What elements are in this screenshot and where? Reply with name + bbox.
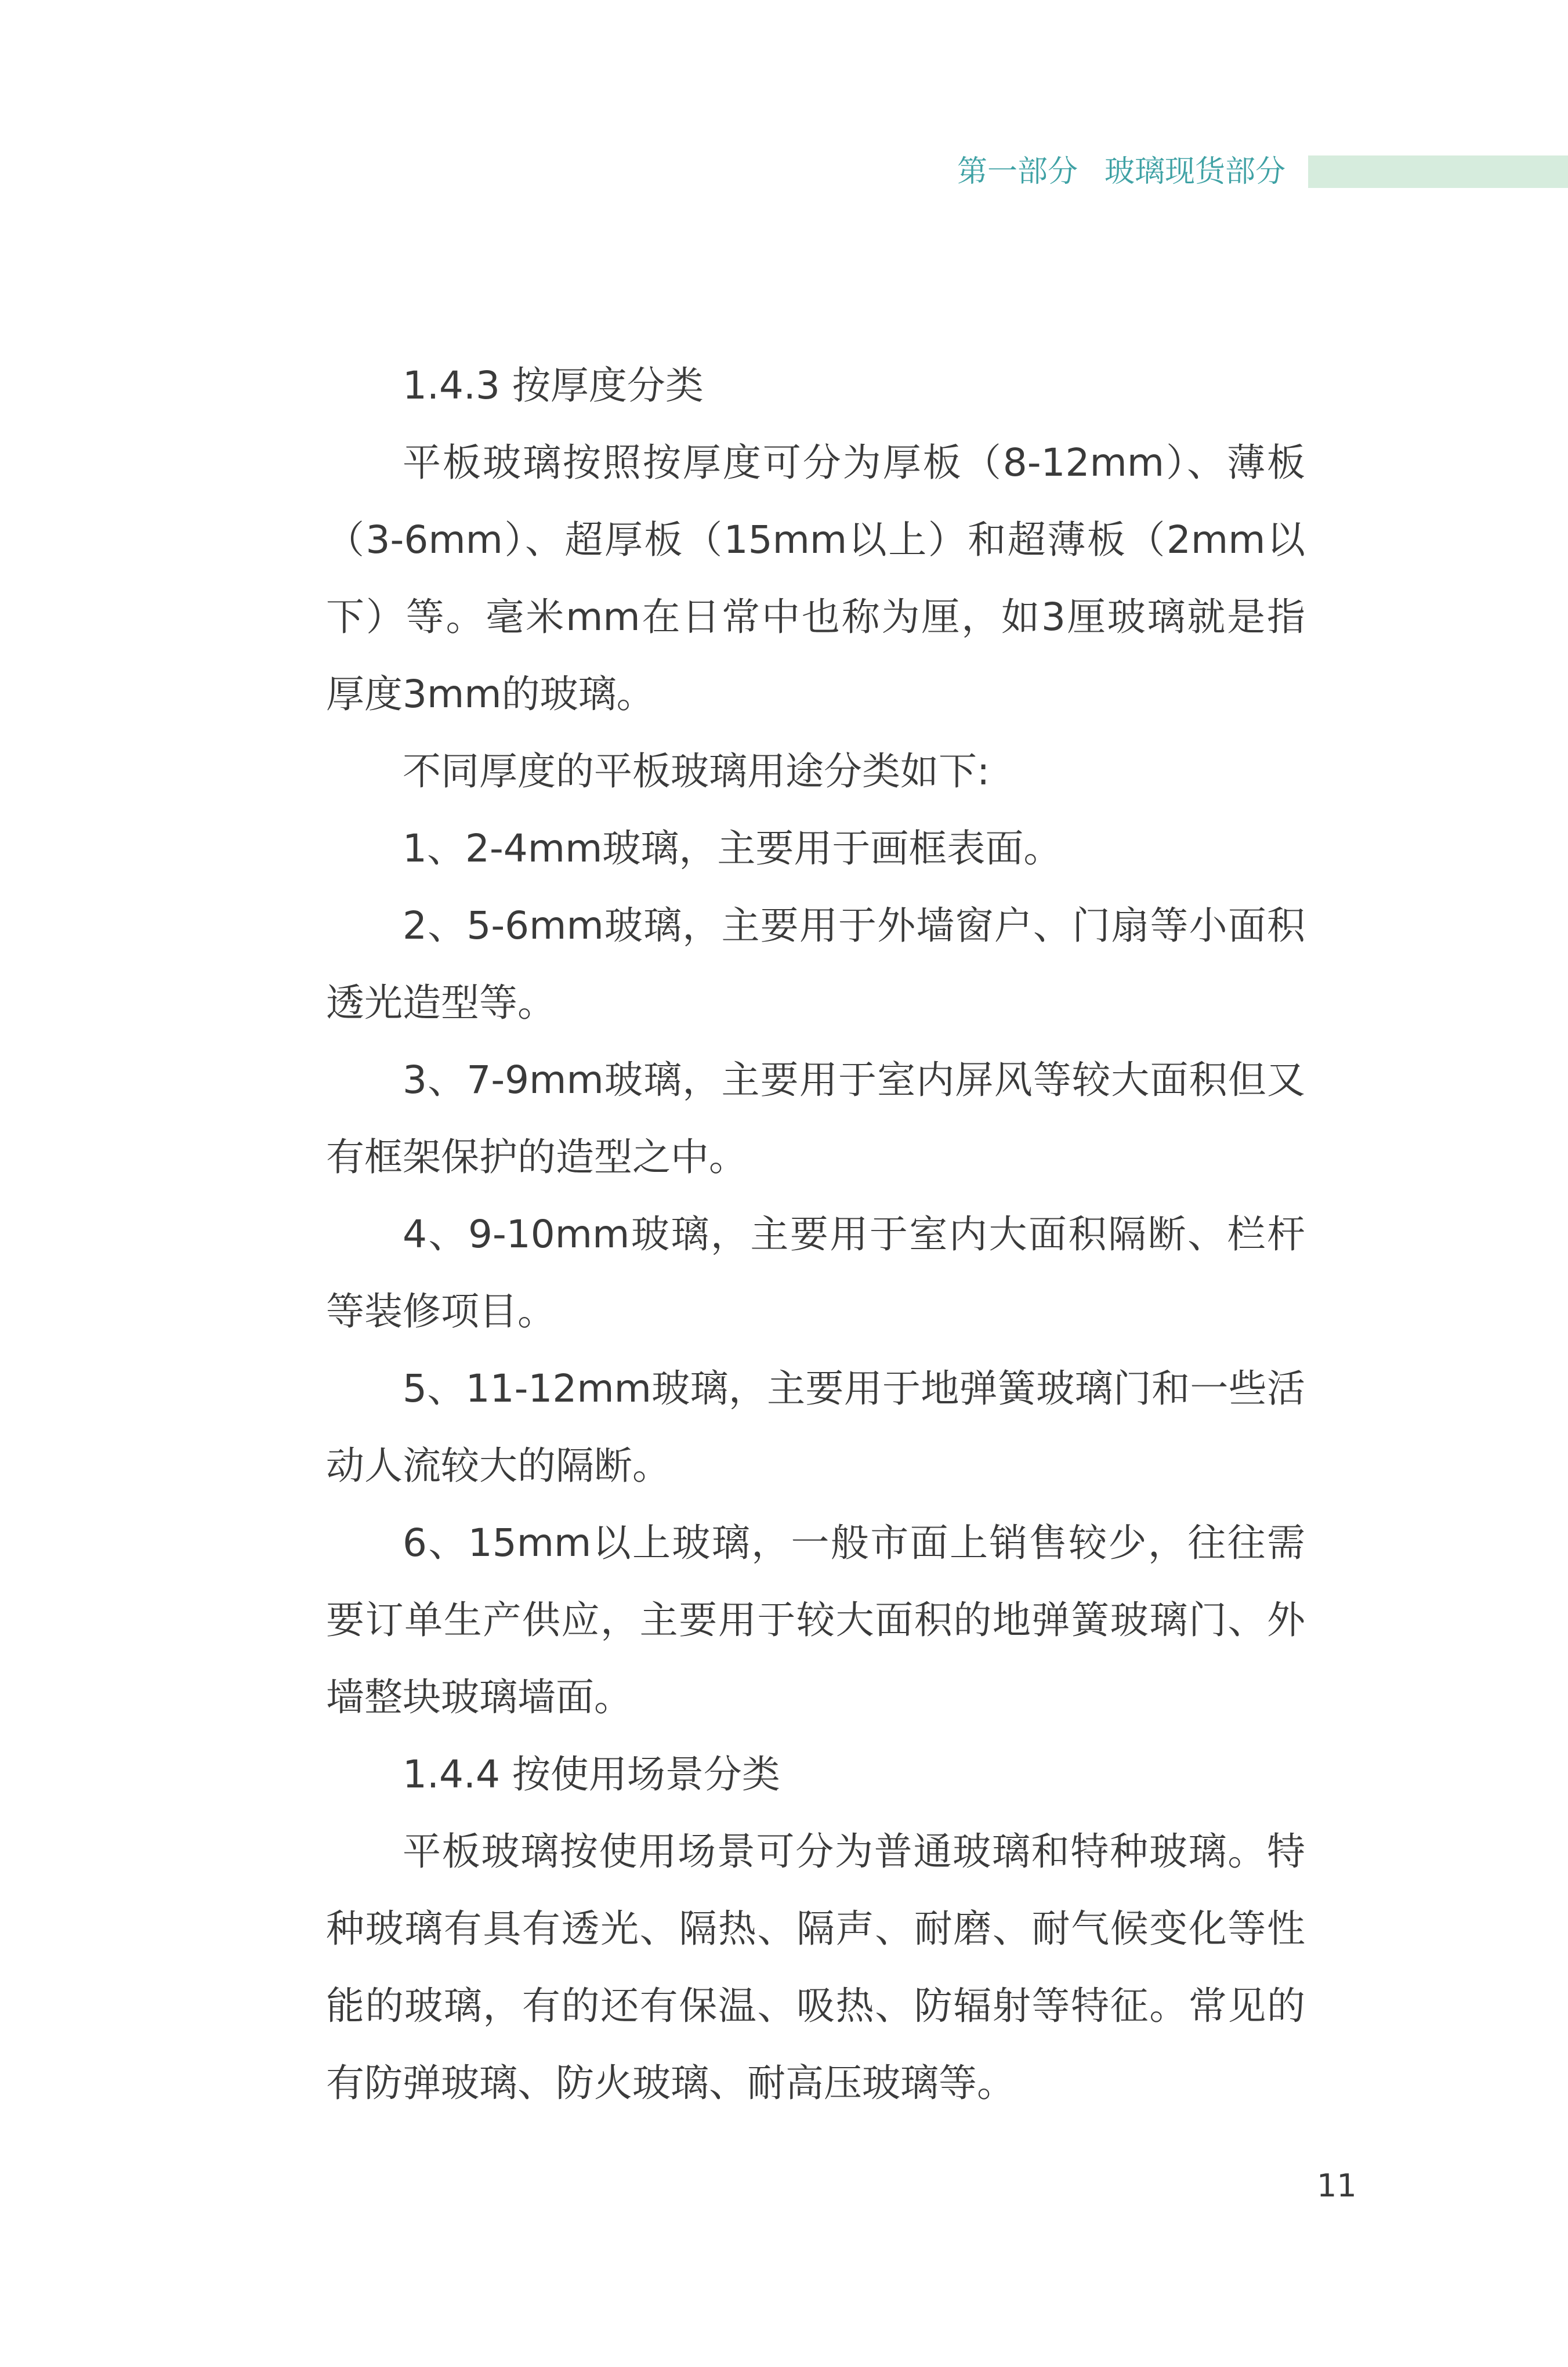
- body-text: [326, 347, 1305, 2122]
- list-item-3: 3、7-9mm玻璃，主要用于室内屏风等较大面积但又有框架保护的造型之中。: [326, 1058, 1305, 1179]
- list-item-1: 1、2-4mm玻璃，主要用于画框表面。: [403, 826, 1062, 871]
- header-part-label: 第一部分: [957, 154, 1078, 189]
- list-item-2: 2、5-6mm玻璃，主要用于外墙窗户、门扇等小面积透光造型等。: [326, 903, 1305, 1025]
- section-heading-1-4-4: 1.4.4 按使用场景分类: [403, 1752, 780, 1797]
- header-accent-bar: [1308, 155, 1568, 188]
- list-item-6: 6、15mm以上玻璃，一般市面上销售较少，往往需要订单生产供应，主要用于较大面积的地弹簧玻璃门、外墙整块玻璃墙面。: [326, 1521, 1305, 1720]
- page-number: 11: [1317, 2167, 1357, 2204]
- paragraph-thickness-intro: 平板玻璃按照按厚度可分为厚板（8-12mm）、薄板（3-6mm）、超厚板（15mm以上）和超薄板（2mm以下）等。毫米mm在日常中也称为厘，如3厘玻璃就是指厚度3mm的玻璃。: [326, 440, 1305, 716]
- list-item-5: 5、11-12mm玻璃，主要用于地弹簧玻璃门和一些活动人流较大的隔断。: [326, 1366, 1305, 1488]
- header-section-label: 玻璃现货部分: [1105, 154, 1286, 189]
- paragraph-usage-scenario: 平板玻璃按使用场景可分为普通玻璃和特种玻璃。特种玻璃有具有透光、隔热、隔声、耐磨、耐气候变化等性能的玻璃，有的还有保温、吸热、防辐射等特征。常见的有防弹玻璃、防火玻璃、耐高压玻璃等。: [326, 1829, 1305, 2105]
- running-header-title: [957, 153, 1285, 190]
- section-heading-1-4-3: 1.4.3 按厚度分类: [403, 363, 704, 408]
- running-header: [0, 149, 1568, 195]
- paragraph-usage-intro: 不同厚度的平板玻璃用途分类如下:: [403, 749, 990, 794]
- list-item-4: 4、9-10mm玻璃，主要用于室内大面积隔断、栏杆等装修项目。: [326, 1212, 1305, 1334]
